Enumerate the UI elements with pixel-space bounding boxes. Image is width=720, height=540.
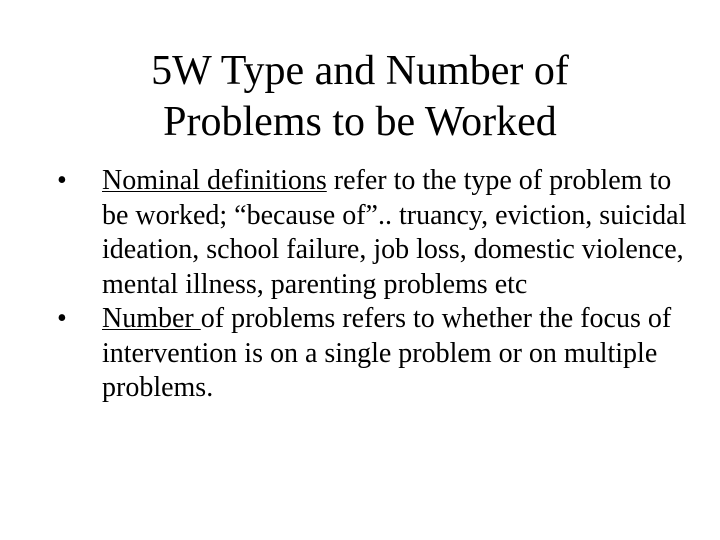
bullet-text: refer to the type of problem to be worked; “because of”.. truancy, eviction, suicidal ideation, school failure, job loss, domestic violence, mental illness, parenting problems etc	[102, 165, 687, 300]
bullet-icon: •	[57, 165, 67, 196]
bullet-icon: •	[57, 303, 67, 334]
title-line-1: 5W Type and Number of	[151, 48, 569, 94]
bullet-term: Nominal definitions	[102, 165, 327, 196]
slide-title	[0, 46, 720, 148]
bullet-text: of problems refers to whether the focus of intervention is on a single problem or on multiple problems.	[102, 303, 672, 403]
bullet-list	[0, 164, 720, 406]
bullet-item-number-of-problems	[0, 302, 720, 406]
title-line-2: Problems to be Worked	[163, 99, 557, 145]
bullet-term: Number	[102, 303, 201, 334]
bullet-item-nominal-definitions	[0, 164, 720, 302]
